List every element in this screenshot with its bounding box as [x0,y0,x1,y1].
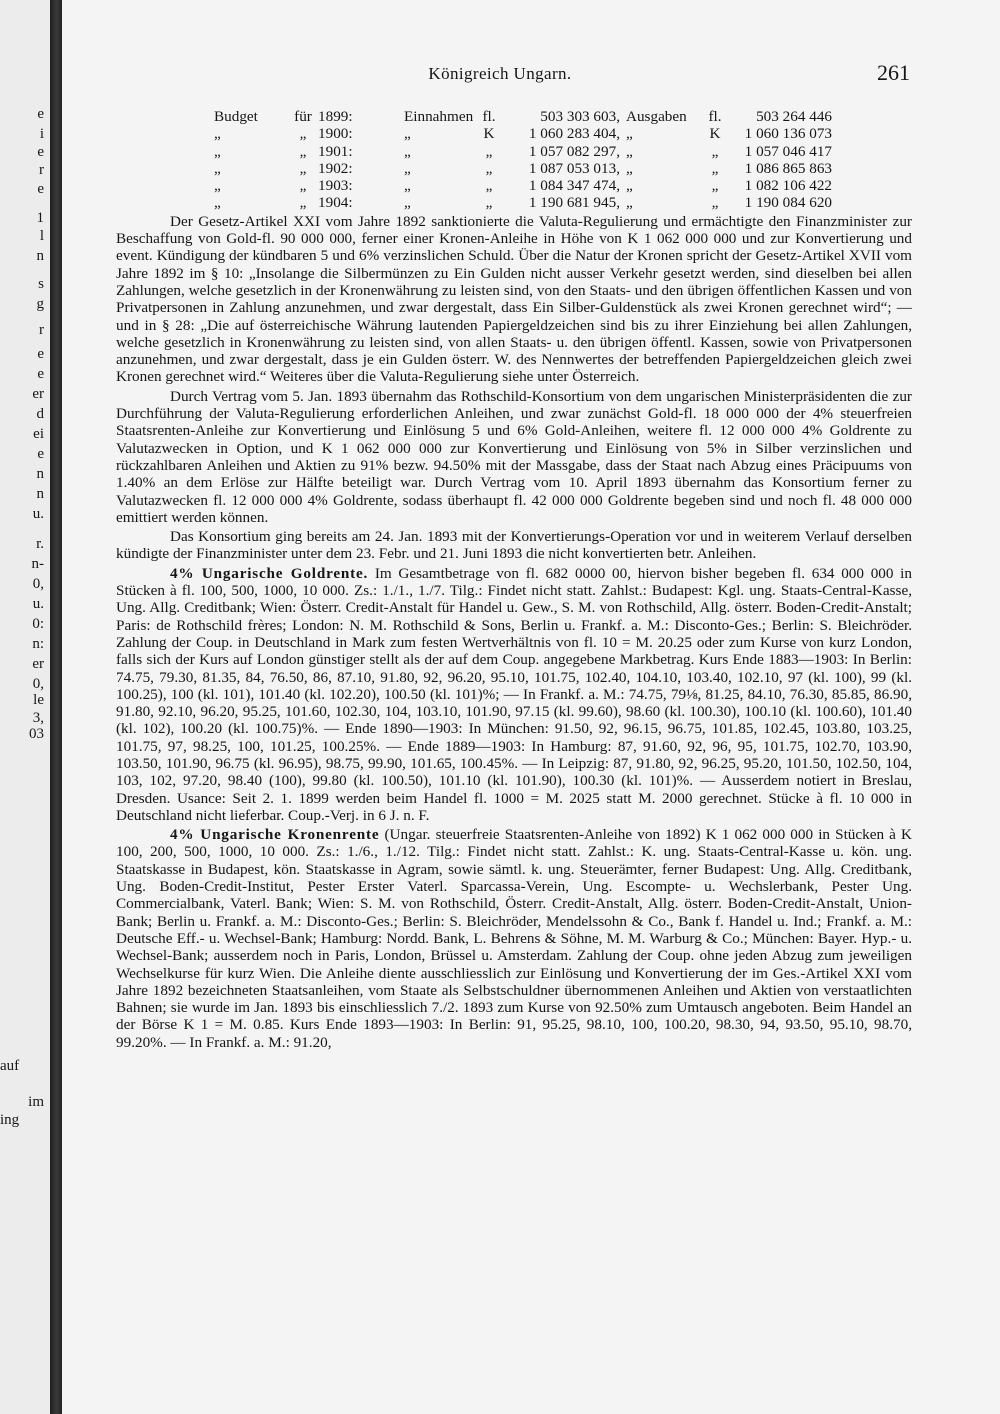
einnahmen-value: 1 057 082 297, [528,142,620,160]
einnahmen-unit: „ [485,159,493,177]
facing-page-fragment: 03 [29,726,44,742]
einnahmen-label: Einnahmen [404,108,474,125]
goldrente-title: 4% Ungarische Goldrente. [170,564,369,582]
facing-page-fragment: r [39,322,44,338]
facing-page-fragment: 1 [36,210,44,226]
kronenrente-title: 4% Ungarische Kronenrente [170,826,380,844]
budget-year: 1899: [318,108,353,125]
book-gutter [50,0,62,1414]
facing-page-fragment: e [37,144,44,160]
ausgaben-unit: „ [711,177,719,195]
ausgaben-value: 503 264 446 [756,108,832,125]
ausgaben-unit: „ [711,159,719,177]
facing-page-fragment: er [32,656,44,672]
budget-year: 1903: [318,177,353,195]
budget-row [214,160,832,177]
ausgaben-value: 1 190 084 620 [744,194,832,212]
paragraph-rothschild-konsortium: Durch Vertrag vom 5. Jan. 1893 übernahm das Rothschild-Konsortium von dem ungarischen Ministerpräsidenten die zur Durchführung der Valuta-Regulierung erforderlichen Anleihen, und zwar zunächst Gold-fl. 18 000 000 der 4% steuerfreien Staatsrenten-Anleihe zur Konvertierung und Einlösung 5 und 6% Gold-Anleihen, weitere fl. 12 000 000 4% Goldrente zu Valutazwecken in Option, und K 1 062 000 000 zur Konvertierung und Einlösung von 5% in Silber verzinslichen und rückzahlbaren Anleihen und Aktien zu 91% bezw. 94.50% mit der Massgabe, dass der Staat nach Abzug eines Präcipuums von 1.40% an dem Erlöse zur Hälfte beteiligt war. Durch Vertrag vom 10. April 1893 übernahm das Konsortium ferner zu Valutazwecken fl. 12 000 000 4% Goldrente, sodass überhaupt fl. 42 000 000 Goldrente begeben sind und noch fl. 48 000 000 emittiert werden können. [116,387,912,526]
einnahmen-unit: „ [485,177,493,195]
ausgaben-value: 1 082 106 422 [744,177,832,195]
budget-fuer: „ [299,177,307,195]
facing-page-fragment: n [36,486,44,502]
ausgaben-label: „ [626,125,633,143]
ausgaben-label: „ [626,194,633,212]
ausgaben-unit: fl. [708,108,722,125]
facing-page-fragment: e [37,346,44,362]
facing-page-fragment: auf [0,1058,20,1074]
einnahmen-unit: „ [485,194,493,212]
facing-page-fragment: r. [36,536,44,552]
facing-page-fragment: u. [32,596,44,612]
facing-page-fragment: n [36,248,44,264]
einnahmen-value: 1 190 681 945, [528,194,620,212]
facing-page-fragment: 3, [32,710,44,726]
einnahmen-label: „ [404,142,411,160]
facing-page-fragment: er [32,386,44,402]
einnahmen-unit: „ [485,142,493,160]
facing-page-fragment: ei [33,426,44,442]
ausgaben-value: 1 086 865 863 [744,159,832,177]
ausgaben-label: „ [626,159,633,177]
kronenrente-text: (Ungar. steuerfreie Staatsrenten-Anleihe von 1892) K 1 062 000 000 in Stücken à K 100, 200, 500, 1000, 10 000. Zs.: 1./6., 1./12. Tilg.: Findet nicht statt. Zahlst.: K. ung. Staats-Central-Kasse u. kön. ung. Staatskasse in Budapest, kön. Staatskasse in Agram, sowie sämtl. k. ung. Steuerämter, ferner Budapest: Ung. Allg. Creditbank, Ung. Boden-Credit-Institut, Pester Erster Vaterl. Sparcassa-Verein, Ung. Escompte- u. Wechslerbank, Pester Ung. Commercialbank, Vaterl. Bank; Wien: S. M. von Rothschild, Österr. Credit-Anstalt, Allg. österr. Boden-Credit-Anstalt, Union-Bank; Berlin u. Frankf. a. M.: Disconto-Ges.; Berlin: S. Bleichröder, Mendelssohn & Co., Bank f. Handel u. Ind.; Frankf. a. M.: Deutsche Eff.- u. Wechsel-Bank; Hamburg: Nordd. Bank, L. Behrens & Söhne, M. M. Warburg & Co.; München: Bayer. Hyp.- u. Wechsel-Bank; ausserdem noch in Paris, London, Brüssel u. Amsterdam. Zahlung der Coup. ohne jeden Abzug zum jeweiligen Wechselkurse für kurz Wien. Die Anleihe diente ausschliesslich zur Einlösung und Konvertierung der im Ges.-Artikel XXI vom Jahre 1892 bezeichneten Staatsanleihen, vom Staate als Selbstschuldner übernommenen Anleihen und Aktien von verstaatlichten Bahnen; sie wurde im Jan. 1893 bis einschliesslich 7./2. 1893 zum Kurse von 92.50% zum Umtausch angeboten. Beim Handel an der Börse K 1 = M. 0.85. Kurs Ende 1893—1903: In Berlin: 91, 95.25, 98.10, 100, 100.20, 98.30, 94, 93.50, 95.10, 98.70, 99.20%. — In Frankf. a. M.: 91.20, [116,826,912,1051]
einnahmen-unit: fl. [482,108,496,125]
budget-row [214,194,832,211]
budget-row [214,143,832,160]
einnahmen-label: „ [404,177,411,195]
ausgaben-label: Ausgaben [626,108,687,125]
budget-year: 1902: [318,159,353,177]
ausgaben-label: „ [626,142,633,160]
facing-page-fragment: e [37,366,44,382]
paragraph-valuta-regulierung: Der Gesetz-Artikel XXI vom Jahre 1892 sanktionierte die Valuta-Regulierung und ermächtigte den Finanzminister zur Beschaffung von Gold-fl. 90 000 000, ferner einer Kronen-Anleihe in Höhe von K 1 062 000 000 und zur Konvertierung und event. Kündigung der kündbaren 5 und 6% verzinslichen Schuld. Über die Natur der Kronen spricht der Gesetz-Artikel XVII vom Jahre 1892 im § 10: „Insolange die Silbermünzen zu Ein Gulden nicht ausser Verkehr gesetzt werden, sind dieselben bei allen Zahlungen, welche gesetzlich in der Kronenwährung zu leisten sind, von den Staats- und den übrigen öffentlichen Kassen und von Privatpersonen in Zahlung anzunehmen, und zwar dergestalt, dass Ein Silber-Guldenstück als zwei Kronen gerechnet wird“; — und in § 28: „Die auf österreichische Währung lautenden Papiergeldzeichen sind bis zu ihrer Einziehung bei allen Zahlungen, welche gesetzlich in Kronenwährung zu leisten sind, von allen Staats- u. den übrigen öffentl. Kassen, sowie von Privatpersonen anzunehmen, und zwar dergestalt, dass je ein Gulden österr. W. des Nennwertes der betreffenden Papiergeldzeichen gleich zwei Kronen gerechnet wird.“ Weiteres über die Valuta-Regulierung siehe unter Österreich. [116,212,912,386]
facing-page-fragment: d [36,406,44,422]
facing-page-fragment: im [28,1094,44,1110]
budget-label: „ [214,194,221,212]
goldrente-text: Im Gesamtbetrage von fl. 682 0000 00, hiervon bisher begeben fl. 634 000 000 in Stücken à fl. 100, 500, 1000, 10 000. Zs.: 1./1., 1./7. Tilg.: Findet nicht statt. Zahlst.: Budapest: Kgl. ung. Staats-Central-Kasse, Ung. Allg. Creditbank; Wien: Österr. Credit-Anstalt für Handel u. Gew., S. M. von Rothschild, Allg. österr. Boden-Credit-Anstalt; Paris: de Rothschild frères; London: N. M. Rothschild & Sons, Berlin u. Frankf. a. M.: Disconto-Ges.; Berlin: S. Bleichröder. Zahlung der Coup. in Deutschland in Mark zum festen Wertverhältnis von fl. 10 = M. 20.25 oder zum Kurse von kurz London, falls sich der Kurs auf London günstiger stellt als der auf dem Coup. angegebene Markbetrag. Kurs Ende 1883—1903: In Berlin: 74.75, 79.30, 81.35, 84, 76.50, 86, 87.10, 91.80, 92, 96.20, 95.10, 101.75, 102.40, 104.10, 103.40, 102.10, 97 (kl. 100), 99 (kl. 100.25), 100 (kl. 101), 101.40 (kl. 102.20), 100.50 (kl. 101)%; — In Frankf. a. M.: 74.75, 79⅛, 81.25, 84.10, 76.30, 85.85, 86.90, 91.80, 92.10, 96.20, 95.25, 101.60, 102.30, 104, 103.10, 101.90, 97.15 (kl. 99.60), 98.60 (kl. 100.30), 100.10 (kl. 100.60), 101.40 (kl. 102), 100.20 (kl. 100.75)%. — Ende 1890—1903: In München: 91.50, 92, 96.15, 96.75, 101.85, 102.45, 103.80, 103.25, 101.75, 97, 98.25, 100, 101.25, 100.25%. — Ende 1889—1903: In Hamburg: 87, 91.60, 92, 96, 95, 101.75, 102.70, 103.90, 103.50, 101.90, 96.75 (kl. 96.95), 98.75, 99.90, 101.65, 100.45%. — In Leipzig: 87, 91.80, 92, 96.25, 95.20, 101.50, 102.50, 104, 103, 102, 97.20, 98.40 (100), 99.80 (kl. 100.50), 101.10 (kl. 101.90), 100.30 (kl. 101)%. — Ausserdem notiert in Breslau, Dresden. Usance: Seit 2. 1. 1899 werden beim Handel fl. 1000 = M. 2025 statt M. 2000 gerechnet. Stücke à fl. 10 000 in Deutschland nicht lieferbar. Coup.-Verj. in 6 J. n. F. [116,564,912,824]
facing-page-fragment: l [39,228,44,244]
einnahmen-unit: K [483,125,495,143]
facing-page-fragment: u. [32,506,44,522]
running-title: Königreich Ungarn. [428,64,572,83]
budget-row [214,177,832,194]
budget-label: Budget [214,108,258,125]
page-header [62,60,1000,90]
ausgaben-unit: K [709,125,721,143]
budget-fuer: für [294,108,312,125]
budget-label: „ [214,142,221,160]
ausgaben-value: 1 060 136 073 [744,125,832,143]
facing-page-fragment: le [33,692,44,708]
einnahmen-value: 1 084 347 474, [528,177,620,195]
einnahmen-value: 503 303 603, [540,108,620,125]
facing-page-fragment: n [36,466,44,482]
budget-fuer: „ [299,142,307,160]
budget-label: „ [214,125,221,143]
paragraph-kronenrente [116,826,912,1051]
page-number: 261 [877,60,910,85]
page-content [116,108,912,1053]
facing-page-fragment: e [37,106,44,122]
ausgaben-label: „ [626,177,633,195]
facing-page-fragment: e [37,446,44,462]
budget-fuer: „ [299,159,307,177]
facing-page-fragment: g [36,296,44,312]
budget-year: 1901: [318,142,353,160]
einnahmen-value: 1 087 053 013, [528,159,620,177]
ausgaben-unit: „ [711,142,719,160]
budget-fuer: „ [299,194,307,212]
budget-year: 1900: [318,125,353,143]
paragraph-konvertierungs-operation: Das Konsortium ging bereits am 24. Jan. 1893 mit der Konvertierungs-Operation vor und in weiterem Verlauf derselben kündigte der Finanzminister unter dem 23. Febr. und 21. Juni 1893 die nicht konvertierten betr. Anleihen. [116,528,912,563]
budget-label: „ [214,159,221,177]
facing-page-fragment: 0, [32,576,44,592]
facing-page-fragment: i [39,126,44,142]
einnahmen-label: „ [404,194,411,212]
facing-page-fragment: n: [32,636,44,652]
budget-row [214,125,832,142]
budget-row [214,108,832,125]
facing-page-edge [0,0,51,1414]
facing-page-fragment: r [39,162,44,178]
budget-table [214,108,832,212]
facing-page-fragment: 0: [32,616,44,632]
paragraph-goldrente [116,565,912,824]
facing-page-fragment: 0, [32,676,44,692]
einnahmen-label: „ [404,159,411,177]
einnahmen-label: „ [404,125,411,143]
facing-page-fragment: ing [0,1112,20,1128]
budget-fuer: „ [299,125,307,143]
facing-page-fragment: s [38,276,44,292]
budget-label: „ [214,177,221,195]
budget-year: 1904: [318,194,353,212]
ausgaben-unit: „ [711,194,719,212]
facing-page-fragment: e [37,181,44,197]
einnahmen-value: 1 060 283 404, [528,125,620,143]
ausgaben-value: 1 057 046 417 [744,142,832,160]
book-page [62,0,1000,1414]
facing-page-fragment: n- [31,556,44,572]
